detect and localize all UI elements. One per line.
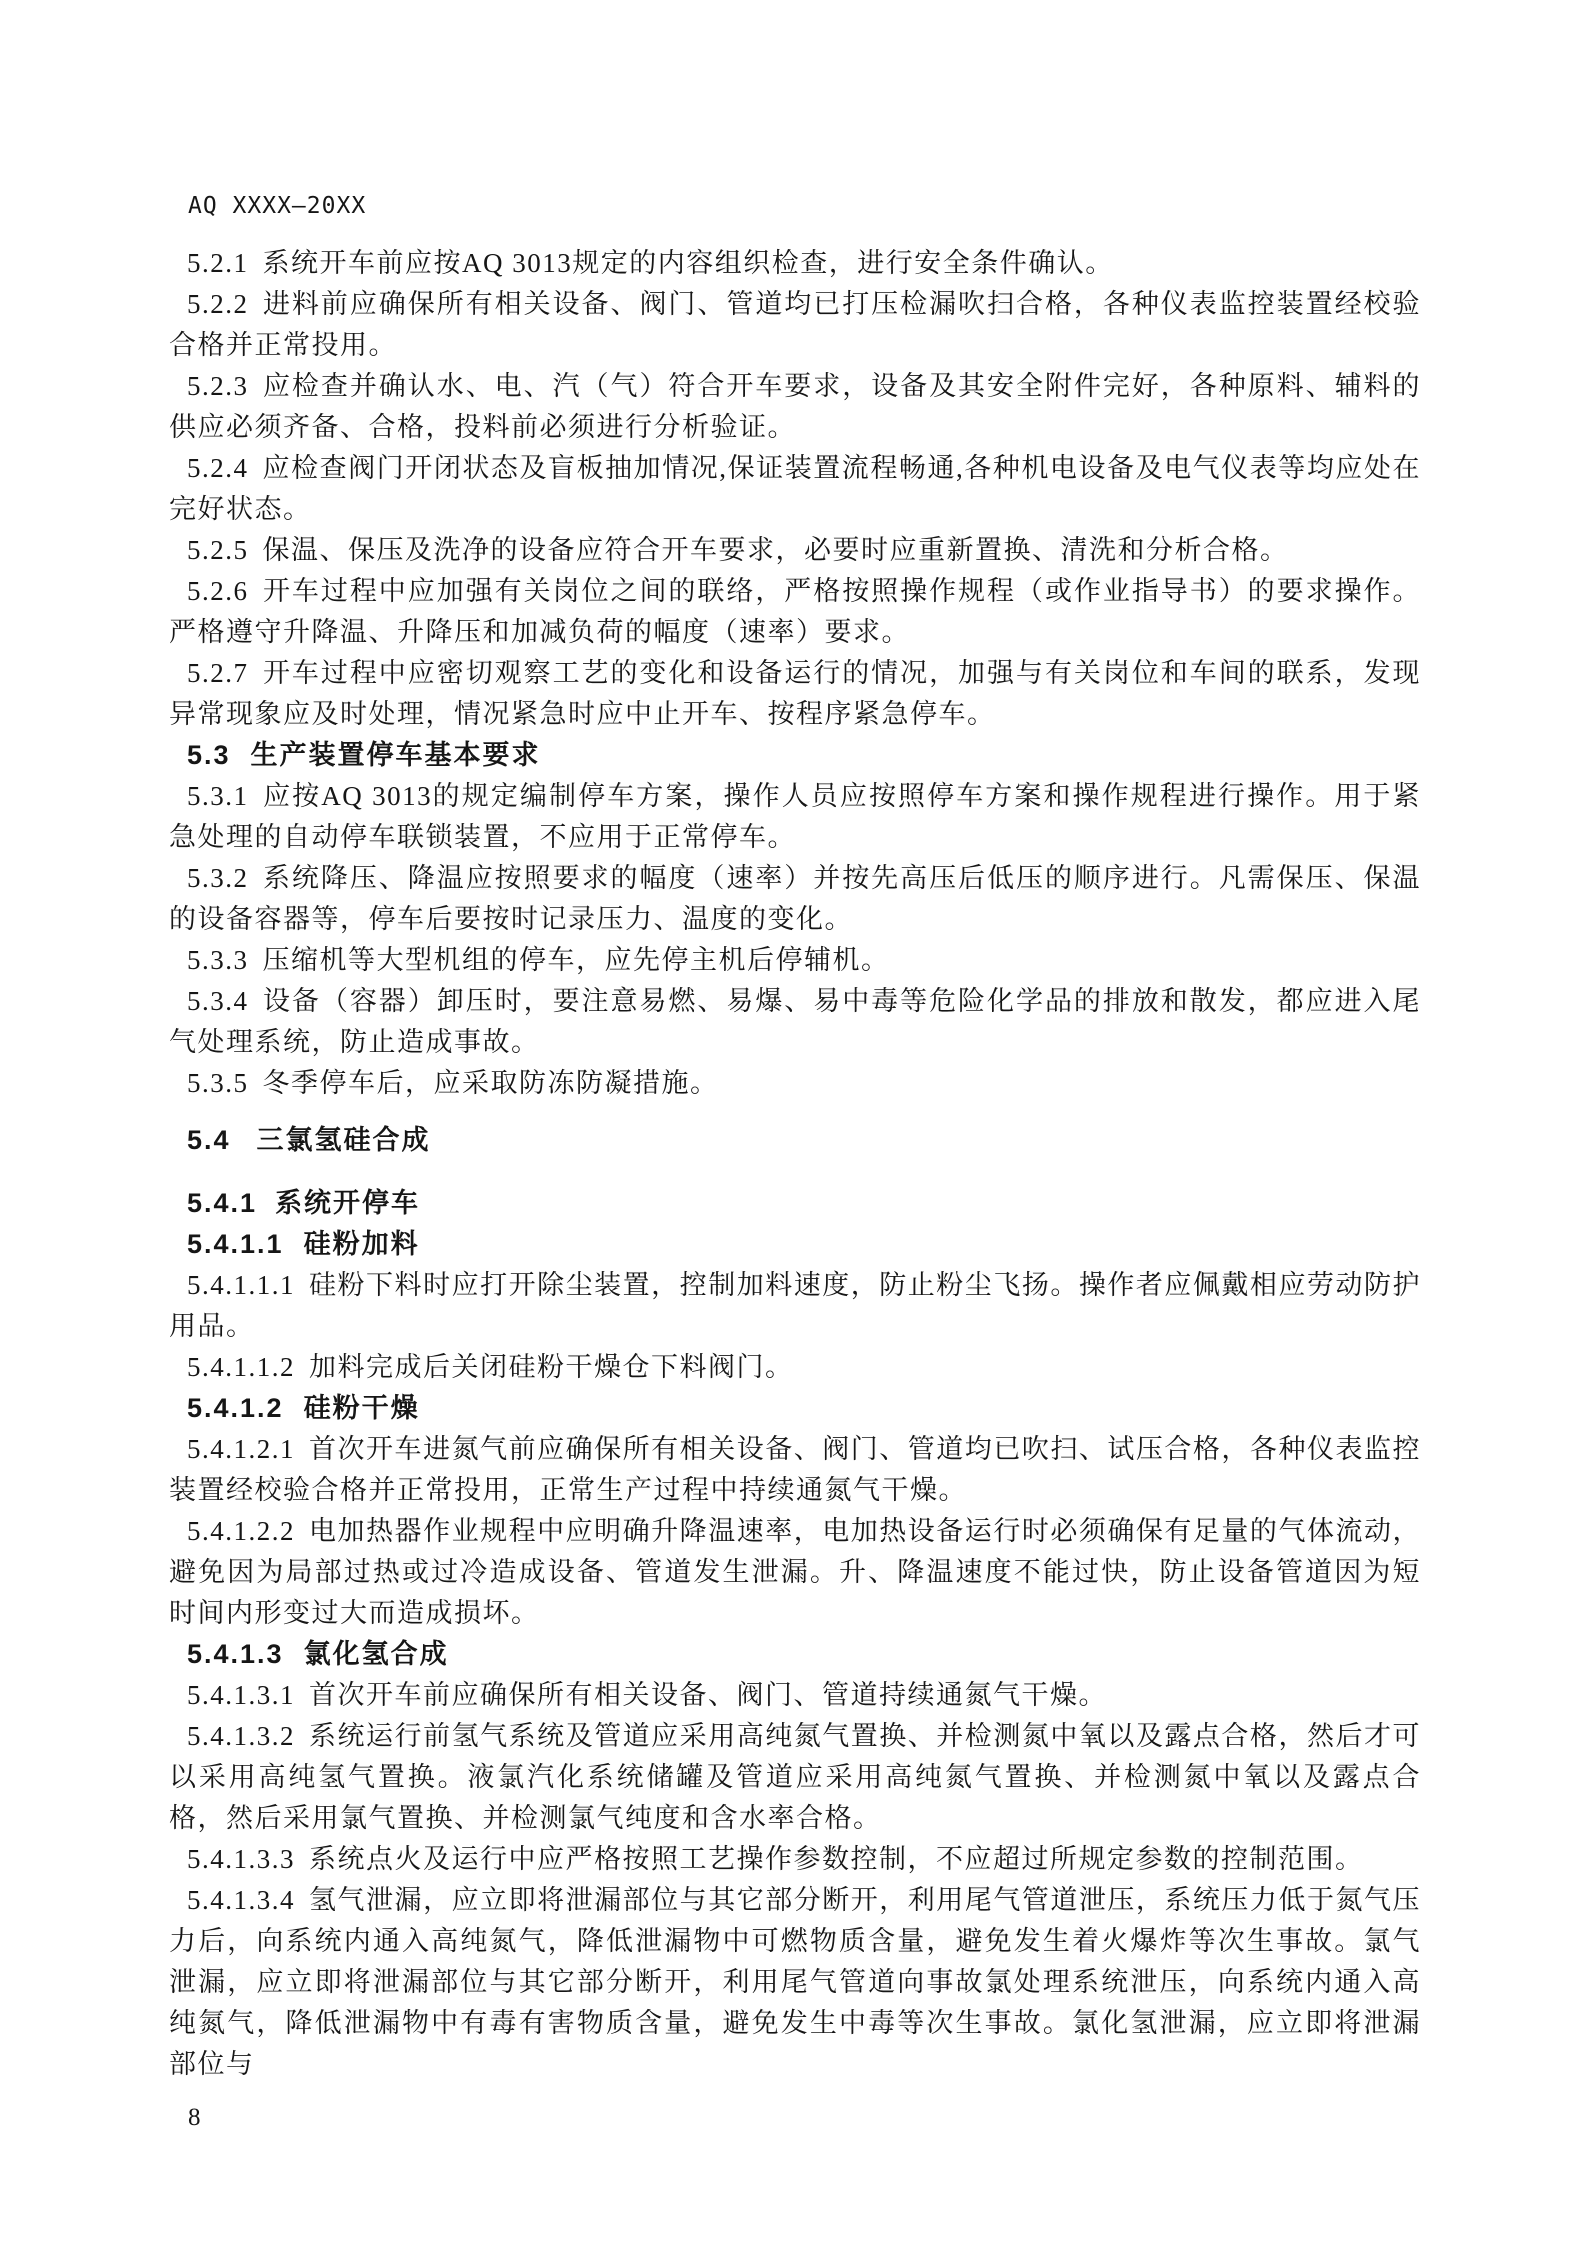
clause-text: 三氯氢硅合成	[256, 1125, 431, 1155]
running-header: AQ XXXX—20XX	[188, 193, 367, 219]
clause-paragraph	[169, 1265, 1421, 1347]
clause-number: 5.3.3	[187, 945, 249, 975]
clause-text: 加料完成后关闭硅粉干燥仓下料阀门。	[309, 1352, 794, 1382]
page-number: 8	[188, 2104, 201, 2131]
clause-number: 5.4.1.3.1	[187, 1680, 295, 1710]
clause-paragraph	[169, 776, 1421, 858]
clause-number: 5.4	[187, 1125, 231, 1155]
clause-number: 5.2.7	[187, 658, 249, 688]
clause-paragraph	[169, 1183, 1421, 1224]
clause-paragraph	[169, 571, 1421, 653]
clause-number: 5.4.1.2	[187, 1393, 284, 1423]
clause-paragraph	[169, 1839, 1421, 1880]
clause-number: 5.4.1.1.1	[187, 1270, 295, 1300]
clause-text: 首次开车前应确保所有相关设备、阀门、管道持续通氮气干燥。	[309, 1680, 1107, 1710]
clause-paragraph	[169, 1634, 1421, 1675]
clause-text: 硅粉下料时应打开除尘装置，控制加料速度，防止粉尘飞扬。操作者应佩戴相应劳动防护用品。	[169, 1270, 1421, 1341]
clause-text: 首次开车进氮气前应确保所有相关设备、阀门、管道均已吹扫、试压合格，各种仪表监控装置经校验合格并正常投用，正常生产过程中持续通氮气干燥。	[169, 1434, 1421, 1505]
clause-number: 5.2.5	[187, 535, 249, 565]
clause-paragraph	[169, 1511, 1421, 1634]
clause-number: 5.3.2	[187, 863, 249, 893]
clause-paragraph	[169, 858, 1421, 940]
clause-text: 系统点火及运行中应严格按照工艺操作参数控制，不应超过所规定参数的控制范围。	[309, 1844, 1364, 1874]
clause-text: 硅粉加料	[303, 1229, 420, 1259]
clause-number: 5.2.1	[187, 248, 249, 278]
clause-number: 5.4.1	[187, 1188, 258, 1218]
clause-number: 5.4.1.3.4	[187, 1885, 295, 1915]
clause-number: 5.4.1.1	[187, 1229, 284, 1259]
clause-paragraph	[169, 1429, 1421, 1511]
clause-paragraph	[169, 735, 1421, 776]
clause-text: 进料前应确保所有相关设备、阀门、管道均已打压检漏吹扫合格，各种仪表监控装置经校验合格并正常投用。	[169, 289, 1421, 360]
document-body	[169, 243, 1421, 2085]
clause-paragraph	[169, 1388, 1421, 1429]
clause-paragraph	[169, 940, 1421, 981]
clause-number: 5.2.6	[187, 576, 249, 606]
clause-text: 系统开车前应按AQ 3013规定的内容组织检查，进行安全条件确认。	[262, 248, 1114, 278]
clause-text: 氢气泄漏，应立即将泄漏部位与其它部分断开，利用尾气管道泄压，系统压力低于氮气压力后，向系统内通入高纯氮气，降低泄漏物中可燃物质含量，避免发生着火爆炸等次生事故。氯气泄漏，应立即将泄漏部位与其它部分断开，利用尾气管道向事故氯处理系统泄压，向系统内通入高纯氮气，降低泄漏物中有毒有害物质含量，避免发生中毒等次生事故。氯化氢泄漏，应立即将泄漏部位与	[169, 1885, 1421, 2079]
clause-text: 应检查并确认水、电、汽（气）符合开车要求，设备及其安全附件完好，各种原料、辅料的供应必须齐备、合格，投料前必须进行分析验证。	[169, 371, 1421, 442]
clause-paragraph	[169, 530, 1421, 571]
clause-paragraph	[169, 1347, 1421, 1388]
clause-text: 压缩机等大型机组的停车，应先停主机后停辅机。	[262, 945, 890, 975]
clause-paragraph	[169, 1224, 1421, 1265]
clause-paragraph	[169, 1675, 1421, 1716]
clause-paragraph	[169, 284, 1421, 366]
clause-text: 开车过程中应加强有关岗位之间的联络，严格按照操作规程（或作业指导书）的要求操作。严格遵守升降温、升降压和加减负荷的幅度（速率）要求。	[169, 576, 1421, 647]
clause-number: 5.3	[187, 740, 231, 770]
clause-text: 系统开停车	[275, 1188, 421, 1218]
clause-paragraph	[169, 1880, 1421, 2085]
clause-number: 5.4.1.1.2	[187, 1352, 295, 1382]
clause-number: 5.2.3	[187, 371, 249, 401]
clause-number: 5.4.1.2.1	[187, 1434, 295, 1464]
clause-paragraph	[169, 1063, 1421, 1104]
clause-paragraph	[169, 366, 1421, 448]
clause-text: 冬季停车后，应采取防冻防凝措施。	[262, 1068, 719, 1098]
clause-number: 5.4.1.2.2	[187, 1516, 295, 1546]
clause-text: 生产装置停车基本要求	[250, 740, 541, 770]
clause-text: 应按AQ 3013的规定编制停车方案，操作人员应按照停车方案和操作规程进行操作。用于紧急处理的自动停车联锁装置，不应用于正常停车。	[169, 781, 1421, 852]
clause-text: 设备（容器）卸压时，要注意易燃、易爆、易中毒等危险化学品的排放和散发，都应进入尾气处理系统，防止造成事故。	[169, 986, 1421, 1057]
clause-text: 开车过程中应密切观察工艺的变化和设备运行的情况，加强与有关岗位和车间的联系，发现异常现象应及时处理，情况紧急时应中止开车、按程序紧急停车。	[169, 658, 1421, 729]
clause-paragraph	[169, 981, 1421, 1063]
clause-paragraph	[169, 1716, 1421, 1839]
clause-number: 5.2.2	[187, 289, 249, 319]
clause-number: 5.4.1.3.3	[187, 1844, 295, 1874]
clause-paragraph	[169, 653, 1421, 735]
clause-paragraph	[169, 243, 1421, 284]
clause-text: 电加热器作业规程中应明确升降温速率，电加热设备运行时必须确保有足量的气体流动，避免因为局部过热或过冷造成设备、管道发生泄漏。升、降温速度不能过快，防止设备管道因为短时间内形变过大而造成损坏。	[169, 1516, 1421, 1628]
clause-text: 系统降压、降温应按照要求的幅度（速率）并按先高压后低压的顺序进行。凡需保压、保温的设备容器等，停车后要按时记录压力、温度的变化。	[169, 863, 1421, 934]
clause-text: 应检查阀门开闭状态及盲板抽加情况,保证装置流程畅通,各种机电设备及电气仪表等均应处在完好状态。	[169, 453, 1421, 524]
clause-text: 系统运行前氢气系统及管道应采用高纯氮气置换、并检测氮中氧以及露点合格，然后才可以采用高纯氢气置换。液氯汽化系统储罐及管道应采用高纯氮气置换、并检测氮中氧以及露点合格，然后采用氯气置换、并检测氯气纯度和含水率合格。	[169, 1721, 1421, 1833]
clause-number: 5.3.4	[187, 986, 249, 1016]
clause-number: 5.3.5	[187, 1068, 249, 1098]
clause-paragraph	[169, 448, 1421, 530]
clause-text: 保温、保压及洗净的设备应符合开车要求，必要时应重新置换、清洗和分析合格。	[262, 535, 1289, 565]
clause-number: 5.2.4	[187, 453, 249, 483]
clause-number: 5.4.1.3.2	[187, 1721, 295, 1751]
clause-number: 5.3.1	[187, 781, 249, 811]
clause-text: 氯化氢合成	[303, 1639, 449, 1669]
clause-paragraph	[169, 1120, 1421, 1161]
clause-number: 5.4.1.3	[187, 1639, 284, 1669]
clause-text: 硅粉干燥	[303, 1393, 420, 1423]
